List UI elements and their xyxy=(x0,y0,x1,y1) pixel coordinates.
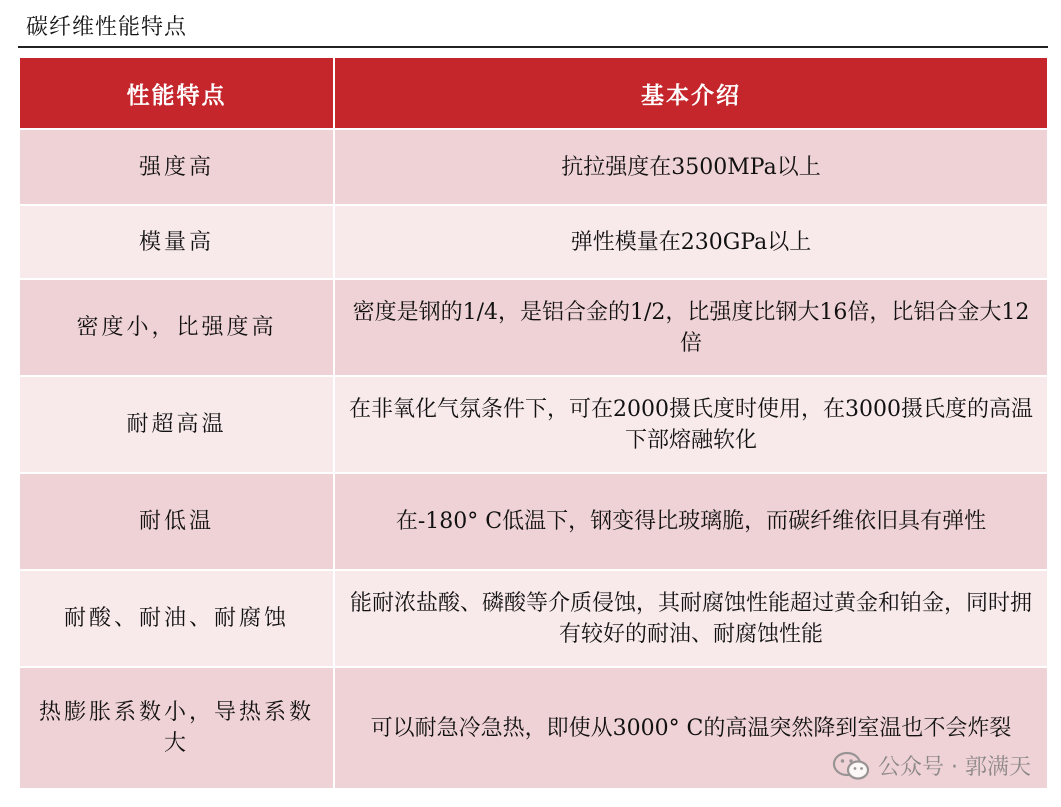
feature-cell: 热膨胀系数小，导热系数大 xyxy=(20,668,333,788)
feature-cell: 耐酸、耐油、耐腐蚀 xyxy=(20,571,333,666)
feature-cell: 模量高 xyxy=(20,206,333,278)
wechat-icon xyxy=(832,751,870,781)
table-row xyxy=(20,206,1047,278)
description-cell: 抗拉强度在3500MPa以上 xyxy=(335,130,1047,204)
description-cell: 在-180° C低温下，钢变得比玻璃脆，而碳纤维依旧具有弹性 xyxy=(335,474,1047,569)
feature-cell: 强度高 xyxy=(20,130,333,204)
table-header-row xyxy=(20,58,1047,128)
description-cell: 密度是钢的1/4，是铝合金的1/2，比强度比钢大16倍，比铝合金大12倍 xyxy=(335,280,1047,375)
description-cell: 可以耐急冷急热，即使从3000° C的高温突然降到室温也不会炸裂 xyxy=(335,668,1047,788)
feature-cell: 耐超高温 xyxy=(20,377,333,472)
table-row xyxy=(20,571,1047,666)
description-cell: 弹性模量在230GPa以上 xyxy=(335,206,1047,278)
table-row xyxy=(20,474,1047,569)
description-cell: 能耐浓盐酸、磷酸等介质侵蚀，其耐腐蚀性能超过黄金和铂金，同时拥有较好的耐油、耐腐蚀性能 xyxy=(335,571,1047,666)
table-row xyxy=(20,130,1047,204)
column-header-feature: 性能特点 xyxy=(20,58,333,128)
feature-cell: 耐低温 xyxy=(20,474,333,569)
title-divider xyxy=(18,46,1048,48)
description-cell: 在非氧化气氛条件下，可在2000摄氏度时使用，在3000摄氏度的高温下部熔融软化 xyxy=(335,377,1047,472)
column-header-description: 基本介绍 xyxy=(335,58,1047,128)
watermark-text: 公众号 · 郭满天 xyxy=(878,755,1031,780)
table-row xyxy=(20,377,1047,472)
feature-cell: 密度小，比强度高 xyxy=(20,280,333,375)
table-row xyxy=(20,280,1047,375)
page-title: 碳纤维性能特点 xyxy=(26,15,188,40)
carbon-fiber-properties-table xyxy=(18,56,1049,790)
watermark xyxy=(832,750,1031,781)
